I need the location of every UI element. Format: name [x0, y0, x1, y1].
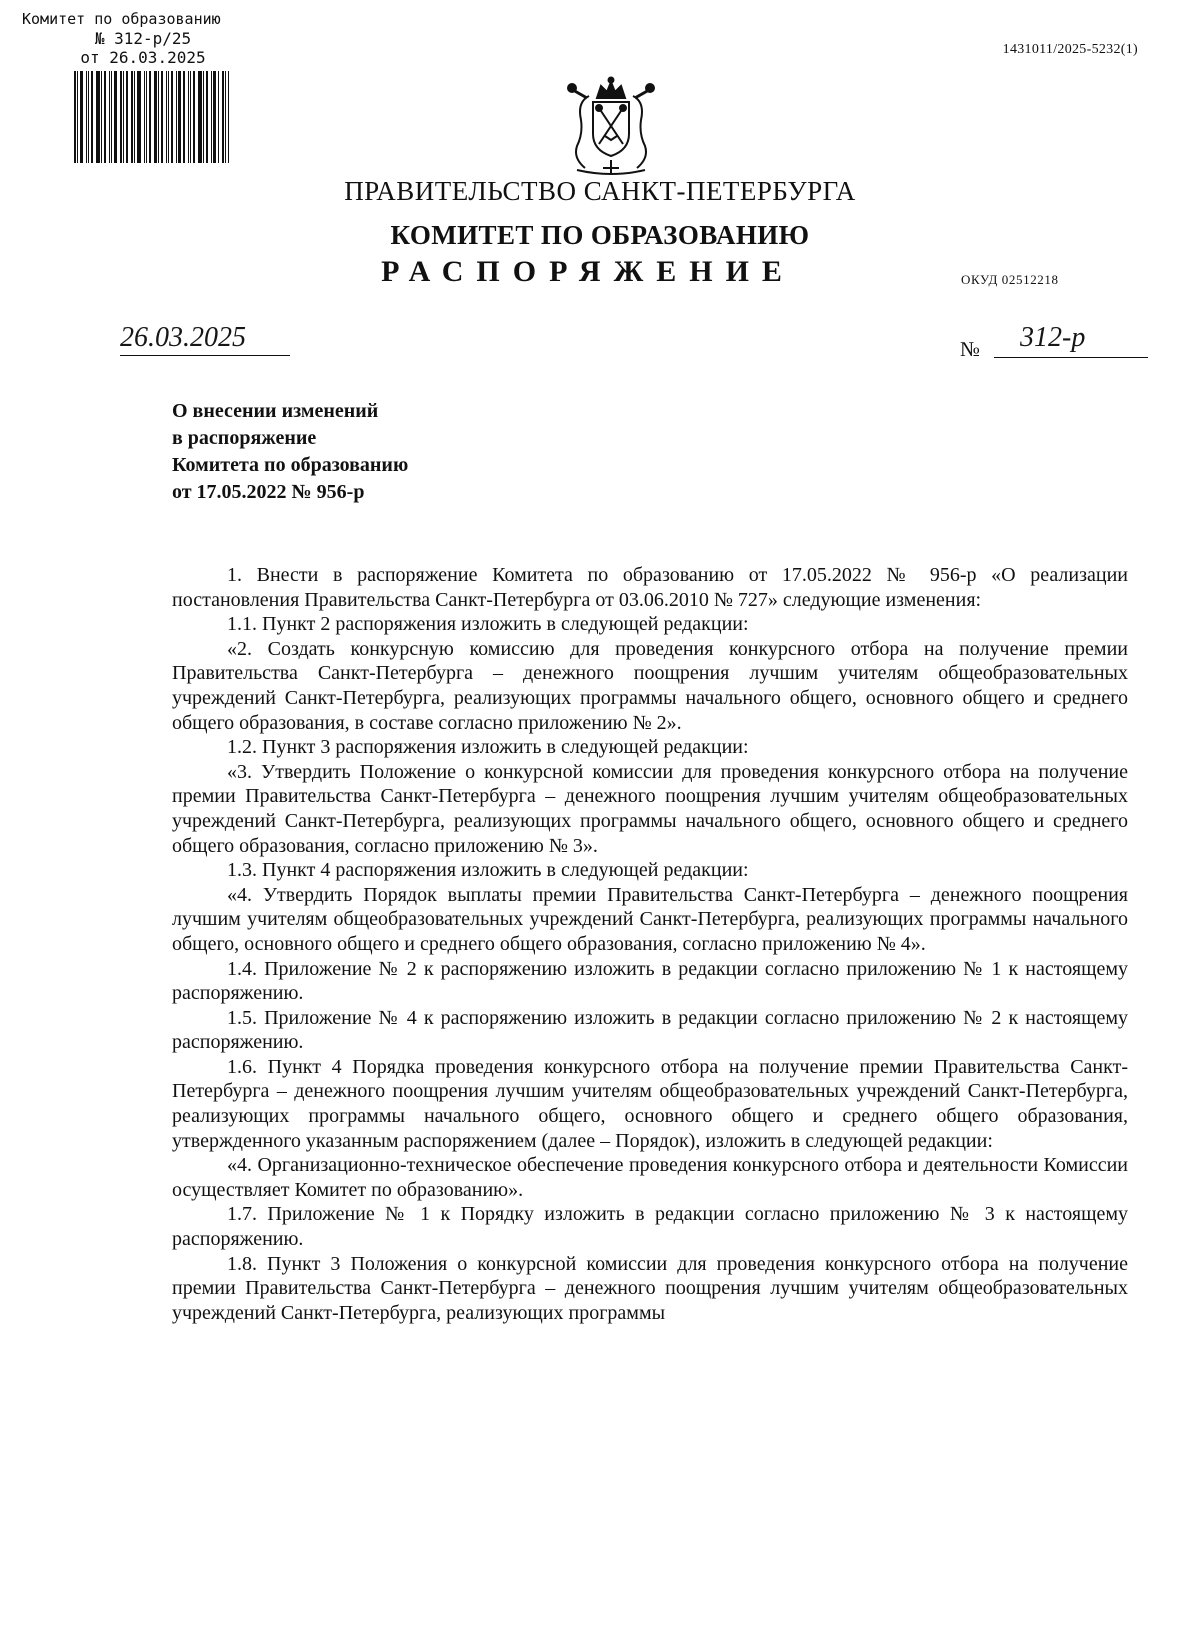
paragraph: 1.3. Пункт 4 распоряжения изложить в следующей редакции: — [227, 859, 749, 882]
barcode-bar — [178, 71, 181, 163]
barcode-bar — [144, 71, 145, 163]
barcode-bar — [171, 71, 173, 163]
barcode-bar — [134, 71, 135, 163]
saint-petersburg-coat-of-arms-icon — [563, 76, 659, 176]
committee-title: КОМИТЕТ ПО ОБРАЗОВАНИЮ — [390, 220, 810, 250]
barcode-bar — [193, 71, 195, 163]
barcode-bar — [88, 71, 89, 163]
stamp-date: от 26.03.2025 — [80, 48, 206, 67]
barcode-bar — [123, 71, 124, 163]
barcode-bar — [109, 71, 110, 163]
barcode-bar — [188, 71, 189, 163]
paragraph: «3. Утвердить Положение о конкурсной комиссии для проведения конкурсного отбора на получение премии Правительства Санкт-Петербурга – денежного поощрения лучшим учителям общеобразовательных учреждений Санкт-Петербурга, реализующих программы начального общего, основного общего и среднего общего образования, согласно приложению № 3». — [172, 760, 1128, 857]
barcode-bar — [222, 71, 224, 163]
barcode-bar — [114, 71, 117, 163]
barcode-bar — [126, 71, 128, 163]
barcode-bar — [111, 71, 112, 163]
barcode-bar — [183, 71, 185, 163]
barcode-bar — [149, 71, 151, 163]
barcode-bar — [131, 71, 133, 163]
barcode-bar — [91, 71, 93, 163]
barcode-bar — [80, 71, 83, 163]
paragraph: «2. Создать конкурсную комиссию для проведения конкурсного отбора на получение премии Правительства Санкт-Петербурга – денежного поощрения лучшим учителям общеобразовательных учреждений Санкт-Петербурга, реализующих программы начального общего, основного общего и среднего общего образования, в составе согласно приложению № 2». — [172, 637, 1128, 734]
paragraph: 1.4. Приложение № 2 к распоряжению изложить в редакции согласно приложению № 1 к настоящему распоряжению. — [172, 957, 1128, 1005]
barcode-bar — [176, 71, 177, 163]
barcode-bar — [218, 71, 219, 163]
barcode-bar — [86, 71, 87, 163]
paragraph: «4. Утвердить Порядок выплаты премии Правительства Санкт-Петербурга – денежного поощрения лучшим учителям общеобразовательных учреждений Санкт-Петербурга, реализующих программы начального общего, основного общего и среднего общего образования, согласно приложению № 4». — [172, 883, 1128, 955]
paragraph: 1.2. Пункт 3 распоряжения изложить в следующей редакции: — [227, 736, 749, 759]
barcode-bar — [198, 71, 202, 163]
order-number-label: № — [960, 337, 981, 361]
subject-line: О внесении изменений — [172, 400, 379, 422]
barcode-bar — [96, 71, 100, 163]
stamp-number: № 312-р/25 — [94, 29, 192, 48]
barcode-bar — [225, 71, 226, 163]
okud-code: ОКУД 02512218 — [961, 272, 1059, 287]
barcode-bar — [101, 71, 102, 163]
paragraph: 1.6. Пункт 4 Порядка проведения конкурсного отбора на получение премии Правительства Санкт-Петербурга – денежного поощрения лучшим учителям общеобразовательных учреждений Санкт-Петербурга, реализующих программы начального общего, основного общего и среднего общего образования, утвержденного указанным распоряжением (далее – Порядок), изложить в следующей редакции: — [172, 1055, 1128, 1152]
barcode-bar — [211, 71, 212, 163]
barcode-bar — [158, 71, 159, 163]
subject-line: в распоряжение — [172, 427, 317, 449]
paragraph: 1.8. Пункт 3 Положения о конкурсной комиссии для проведения конкурсного отбора на получение премии Правительства Санкт-Петербурга – денежного поощрения лучшим учителям общеобразовательных учреждений Санкт-Петербурга, реализующих программы — [172, 1252, 1128, 1324]
barcode-bar — [154, 71, 157, 163]
order-subject — [172, 398, 572, 506]
stamp-organization: Комитет по образованию — [22, 10, 221, 28]
paragraph: 1. Внести в распоряжение Комитета по образованию от 17.05.2022 № 956-р «О реализации постановления Правительства Санкт-Петербурга от 03.06.2010 № 727» следующие изменения: — [172, 564, 1128, 611]
order-number: 312-р — [1020, 322, 1086, 353]
subject-line: Комитета по образованию — [172, 454, 409, 476]
barcode-bar — [104, 71, 106, 163]
barcode-bar — [77, 71, 78, 163]
barcode-bar — [166, 71, 167, 163]
barcode-bar — [161, 71, 163, 163]
barcode-bar — [146, 71, 147, 163]
barcode-bar — [206, 71, 208, 163]
paragraph: «4. Организационно-техническое обеспечение проведения конкурсного отбора и деятельности Комиссии осуществляет Комитет по образованию». — [172, 1154, 1128, 1201]
barcode-bar — [228, 71, 229, 163]
barcode-bar — [137, 71, 141, 163]
barcode-bar — [213, 71, 216, 163]
paragraph: 1.7. Приложение № 1 к Порядку изложить в редакции согласно приложению № 3 к настоящему распоряжению. — [172, 1203, 1128, 1251]
barcode-bar — [168, 71, 169, 163]
paragraph: 1.5. Приложение № 4 к распоряжению изложить в редакции согласно приложению № 2 к настоящему распоряжению. — [172, 1006, 1128, 1054]
registration-stamp — [18, 10, 268, 163]
barcode-bar — [74, 71, 76, 163]
barcode-bar — [203, 71, 204, 163]
order-date: 26.03.2025 — [120, 322, 290, 356]
order-number-underline — [994, 357, 1148, 358]
barcode-bar — [190, 71, 191, 163]
barcode — [74, 71, 234, 163]
government-title: ПРАВИТЕЛЬСТВО САНКТ-ПЕТЕРБУРГА — [344, 176, 856, 206]
subject-line: от 17.05.2022 № 956-р — [172, 481, 365, 503]
paragraph: 1.1. Пункт 2 распоряжения изложить в следующей редакции: — [227, 613, 749, 636]
document-type-title: РАСПОРЯЖЕНИЕ — [381, 255, 795, 288]
order-body — [172, 563, 1128, 1325]
barcode-bar — [120, 71, 122, 163]
document-code: 1431011/2025-5232(1) — [1002, 42, 1138, 57]
